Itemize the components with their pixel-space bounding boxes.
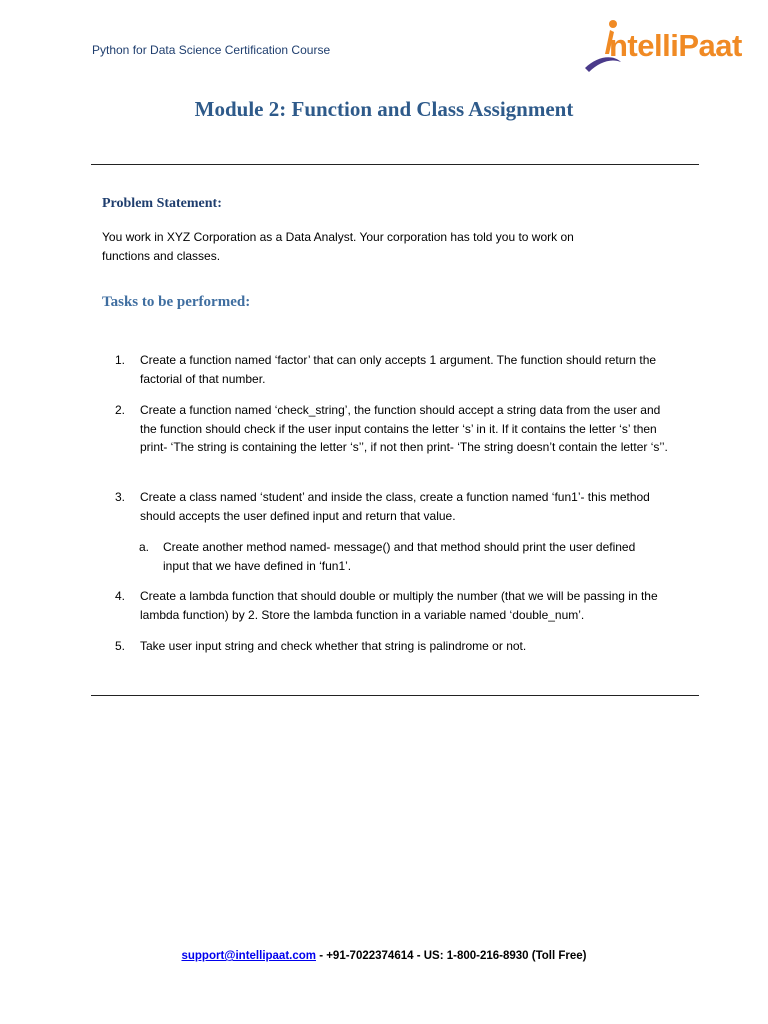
task-text: Create a class named ‘student’ and inside the class, create a function named ‘fun1’- this method should accepts the user defined input and return that value. <box>140 490 650 523</box>
subtask-letter: a. <box>139 540 150 554</box>
task-number: 2. <box>115 403 126 417</box>
tasks-heading: Tasks to be performed: <box>102 294 251 310</box>
problem-text: You work in XYZ Corporation as a Data Analyst. Your corporation has told you to work on functions and classes. <box>102 230 574 263</box>
contact-numbers: - +91-7022374614 - US: 1-800-216-8930 (Toll Free) <box>316 950 587 962</box>
logo-wordmark: ntelliPaat <box>609 28 742 63</box>
task-number: 3. <box>115 490 126 504</box>
subtask-text: Create another method named- message() and that method should print the user defined input that we have defined in ‘fun1’. <box>163 540 636 573</box>
task-number: 4. <box>115 589 126 603</box>
intellipaat-logo <box>583 16 753 78</box>
course-name: Python for Data Science Certification Course <box>92 43 331 57</box>
task-text: Create a function named ‘check_string’, the function should accept a string data from the user and the function should check if the user input contains the letter ‘s’ in it. If it contains the letter ‘s’ then print- ‘The string is containing the letter ‘s’’, if not then print- ‘The string doesn’t contain the letter ‘s’’. <box>140 403 668 454</box>
page-title: Module 2: Function and Class Assignment <box>194 97 574 121</box>
task-number: 1. <box>115 353 126 367</box>
top-divider <box>91 164 699 165</box>
task-text: Take user input string and check whether that string is palindrome or not. <box>140 639 527 653</box>
support-email-link[interactable]: support@intellipaat.com <box>181 950 316 962</box>
task-text: Create a function named ‘factor’ that can only accepts 1 argument. The function should return the factorial of that number. <box>140 353 657 386</box>
bottom-divider <box>91 695 699 696</box>
task-number: 5. <box>115 639 126 653</box>
footer-contact <box>0 950 768 962</box>
problem-heading: Problem Statement: <box>102 196 222 211</box>
task-text: Create a lambda function that should double or multiply the number (that we will be passing in the lambda function) by 2. Store the lambda function in a variable named ‘double_num’. <box>140 589 658 622</box>
